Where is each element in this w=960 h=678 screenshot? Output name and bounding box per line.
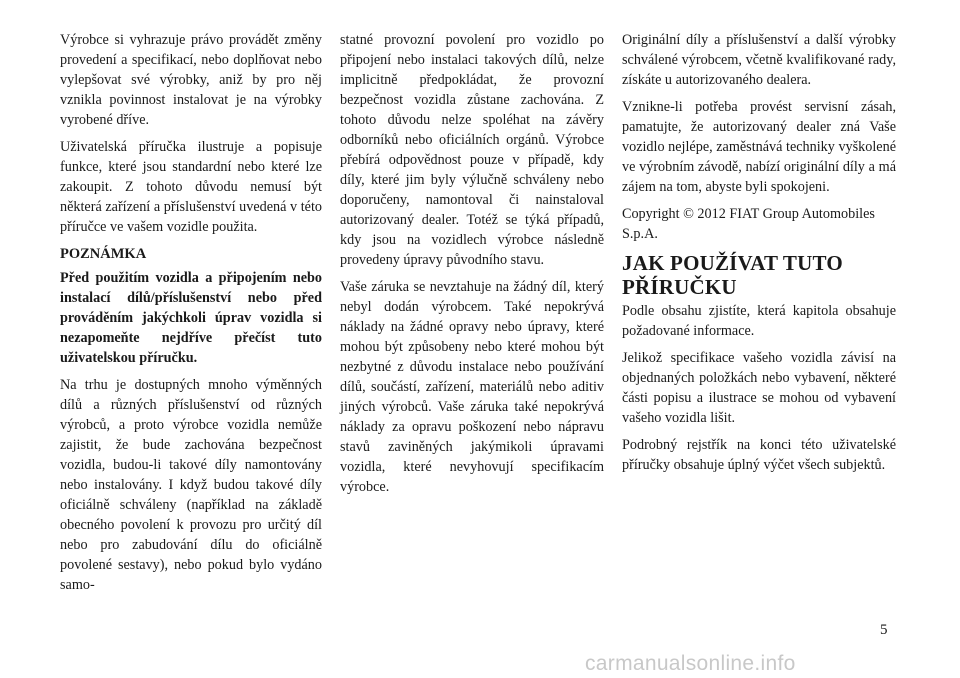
paragraph-specification: Jelikož specifikace vašeho vozidla závisí na objednaných položkách nebo vybavení, některé části popisu a ilustrace se mohou od vybavení vašeho vozidla lišit. xyxy=(622,350,896,426)
paragraph-original-parts: Originální díly a příslušenství a další výrobky schválené výrobcem, včetně kvalifikované rady, získáte u autorizovaného dealera. xyxy=(622,32,896,88)
paragraph-manufacturer-rights: Výrobce si vyhrazuje právo provádět změny provedení a specifikací, nebo doplňovat nebo vylepšovat své výrobky, aniž by pro něj vznikla povinnost instalovat je na výrobky vyrobené dříve. xyxy=(60,32,322,128)
paragraph-index: Podrobný rejstřík na konci této uživatelské příručky obsahuje úplný výčet všech subjektů. xyxy=(622,437,896,473)
column-left xyxy=(60,30,322,602)
copyright-text: Copyright © 2012 FIAT Group Automobiles S.p.A. xyxy=(622,206,875,242)
section-heading: JAK POUŽÍVAT TUTO PŘÍRUČKU xyxy=(622,251,843,299)
paragraph-warranty: Vaše záruka se nevztahuje na žádný díl, který nebyl dodán výrobcem. Také nepokrývá náklady na žádné opravy nebo úpravy, které mohou být způsobeny nebo které mohou být nezbytné z důvodu instalace nebo používání dílů, součástí, zařízení, materiálů nebo aditiv jiných výrobců. Vaše záruka také nepokrývá náklady za opravu poškození nebo nápravu stavů zaviněných jakýmikoli úpravami vozidla, které nevyhovují specifikacím výrobce. xyxy=(340,279,604,495)
paragraph-manual-scope: Uživatelská příručka ilustruje a popisuje funkce, které jsou standardní nebo které lze zakoupit. Z tohoto důvodu nemusí být některá zařízení a příslušenství uvedená v této příručce ve vašem vozidle použita. xyxy=(60,139,322,235)
paragraph-contents: Podle obsahu zjistíte, která kapitola obsahuje požadované informace. xyxy=(622,303,896,339)
note-text: Před použitím vozidla a připojením nebo instalací dílů/příslušenství nebo před prováděním jakýchkoli úprav vozidla si nezapomeňte nejdříve přečíst tuto uživatelskou příručku. xyxy=(60,270,322,366)
column-middle xyxy=(340,30,604,504)
paragraph-aftermarket-parts: Na trhu je dostupných mnoho výměnných dílů a různých příslušenství od různých výrobců, a proto výrobce vozidla nemůže zajistit, že bude zachována bezpečnost vozidla, budou-li takové díly namontovány nebo instalovány. I když budou takové díly oficiálně schváleny (například na základě obecného povolení k provozu pro určitý díl nebo pro zabudování dílu do oficiálně povolené sestavy), nebo pokud bylo vydáno samo- xyxy=(60,377,322,593)
note-heading: POZNÁMKA xyxy=(60,246,147,262)
paragraph-service: Vznikne-li potřeba provést servisní zásah, pamatujte, že autorizovaný dealer zná Vaše vozidlo nejlépe, zaměstnává techniky vyškolené ve výrobním závodě, nabízí originální díly a má zájem na tom, abyste byli spokojeni. xyxy=(622,99,896,195)
page-number: 5 xyxy=(880,622,888,638)
paragraph-operating-approval: statné provozní povolení pro vozidlo po připojení nebo instalaci takových dílů, nelze implicitně předpokládat, že provozní bezpečnost vozidla zůstane zachována. Z tohoto důvodu nelze spoléhat na závěry odborníků nebo oficiálních orgánů. Výrobce přebírá odpovědnost pouze v případě, kdy díly, které jim byly výlučně schváleny nebo doporučeny, namontoval či nainstaloval autorizovaný dealer. Totéž se týká případů, kdy jsou na vozidlech výrobce následně provedeny úpravy původního stavu. xyxy=(340,32,604,268)
watermark: carmanualsonline.info xyxy=(585,652,796,675)
column-right xyxy=(622,30,896,482)
